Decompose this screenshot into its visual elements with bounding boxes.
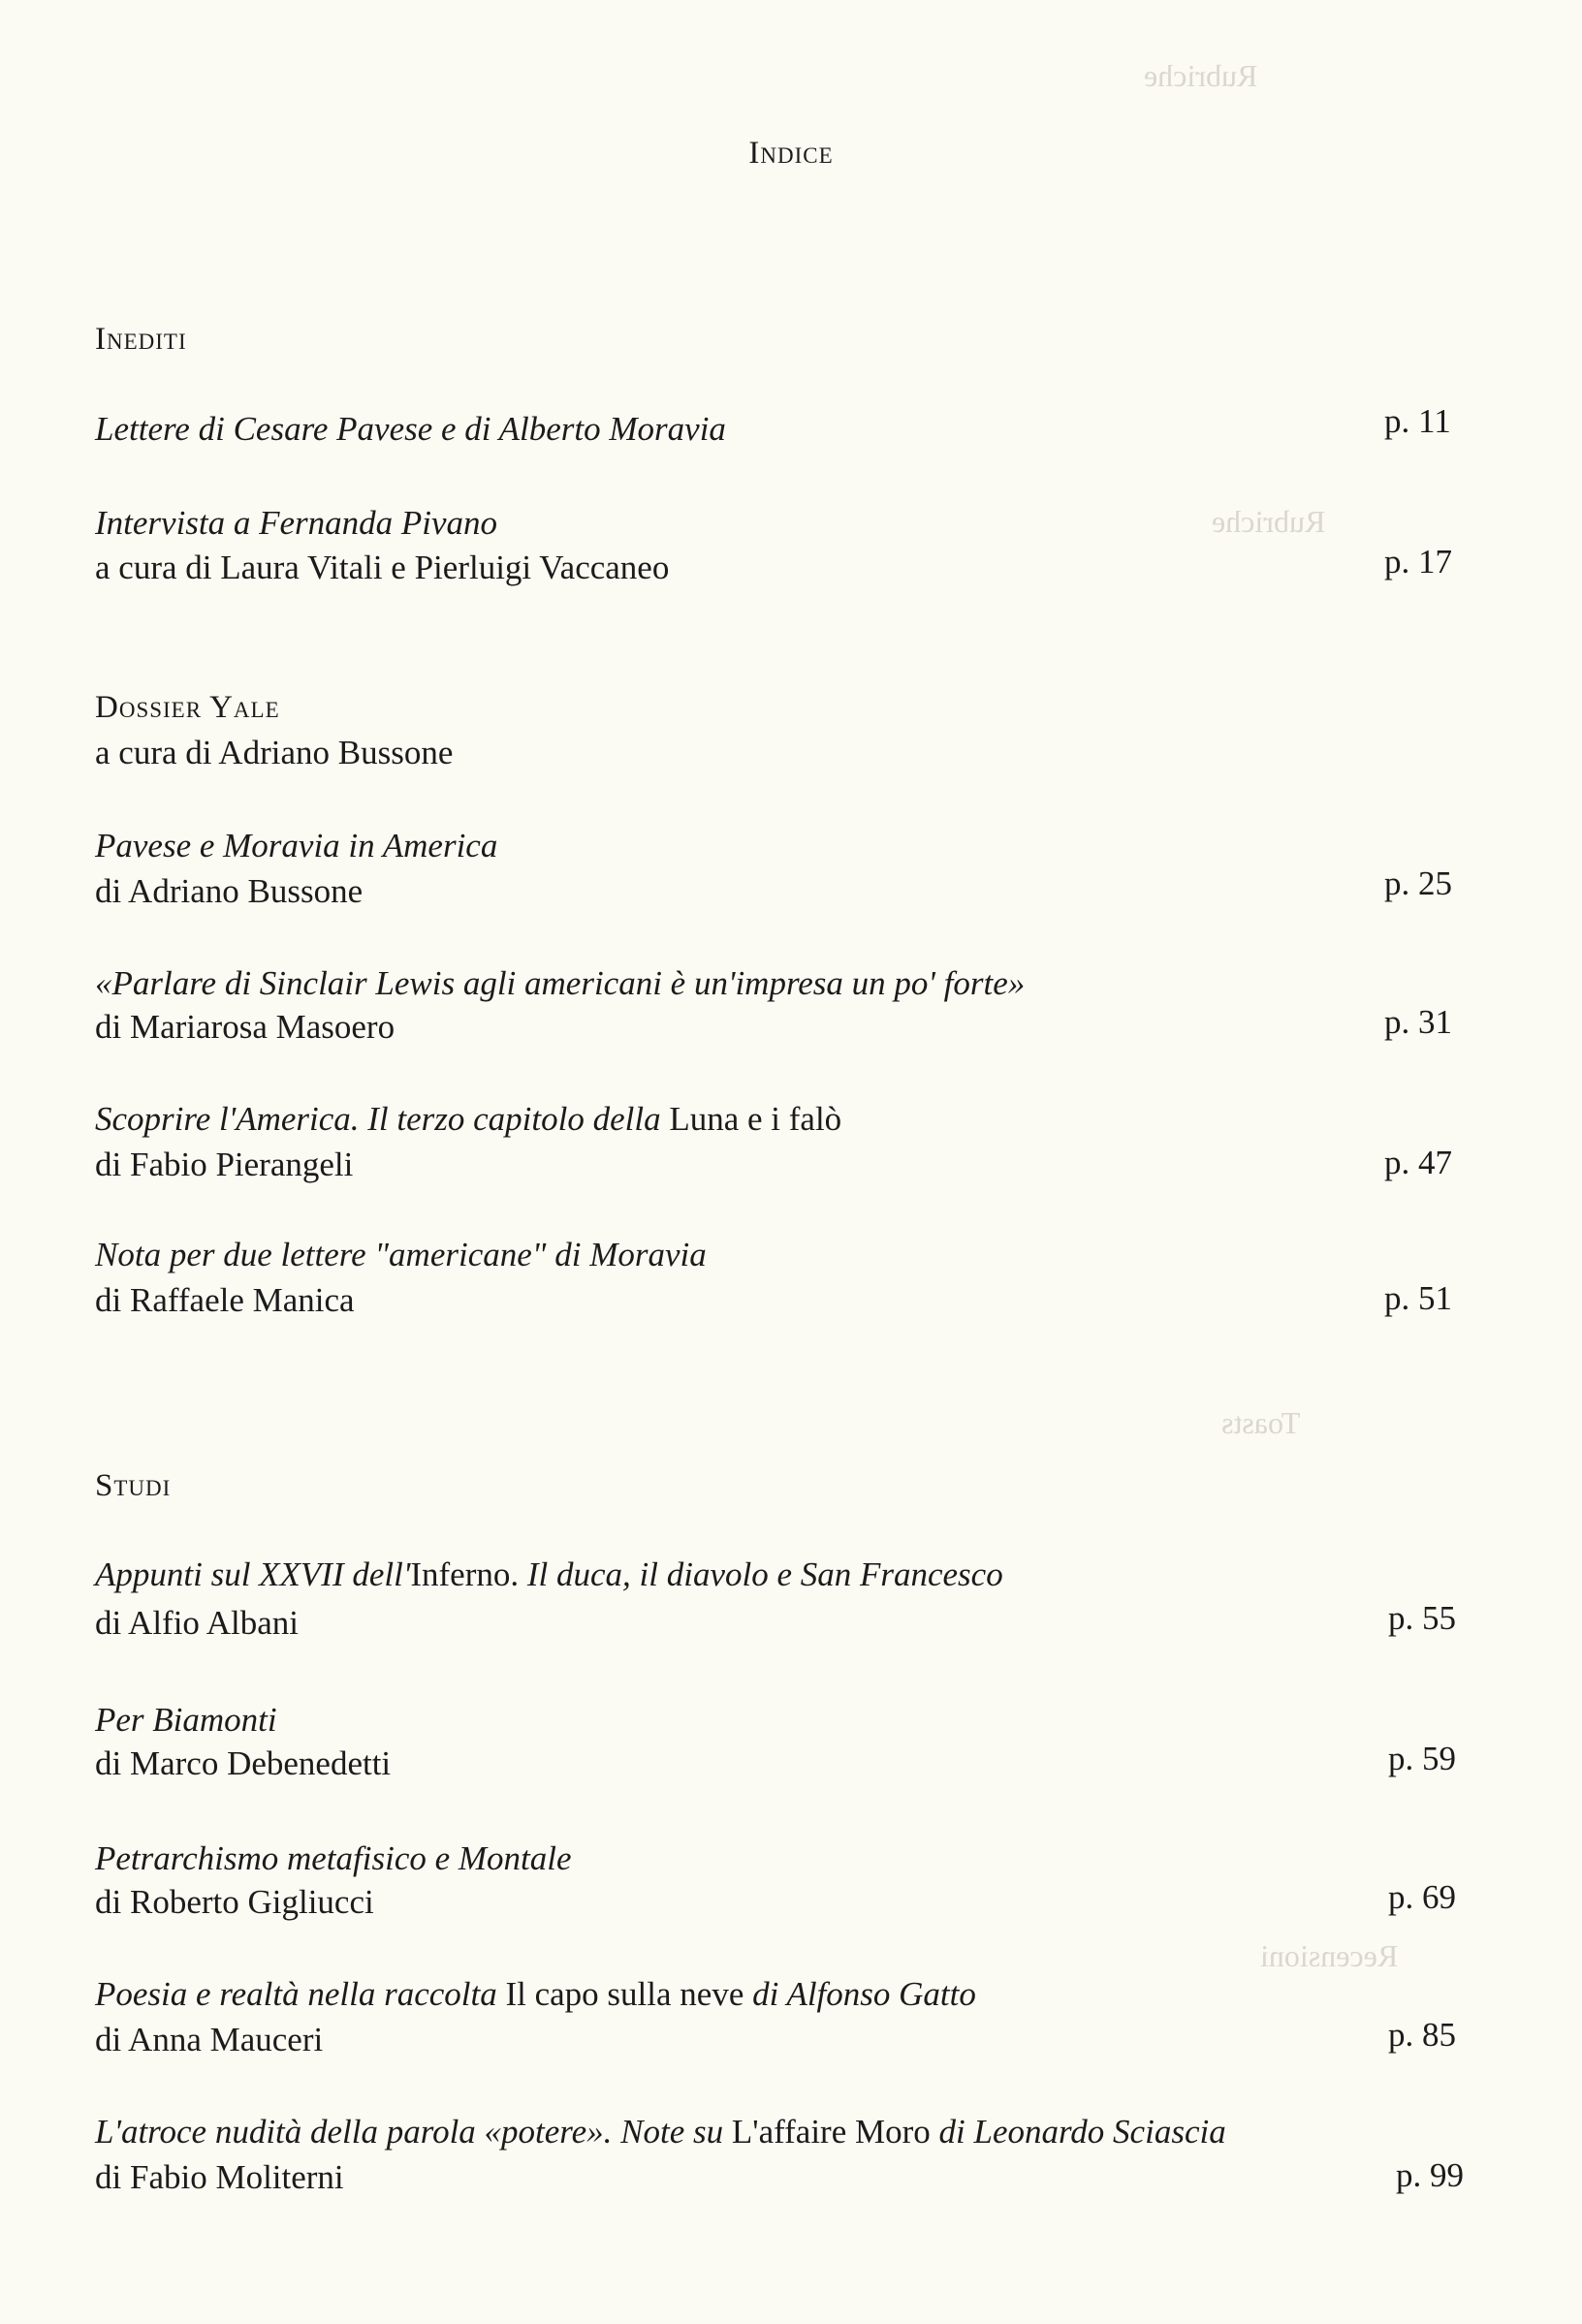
entry-author-7: di Alfio Albani bbox=[95, 1604, 299, 1642]
entry-page-9: p. 69 bbox=[1388, 1878, 1456, 1916]
entry-page-8: p. 59 bbox=[1388, 1740, 1456, 1777]
entry-author-9: di Roberto Gigliucci bbox=[95, 1883, 374, 1921]
entry-author-10: di Anna Mauceri bbox=[95, 2021, 324, 2058]
entry-page-5: p. 47 bbox=[1384, 1144, 1452, 1181]
entry-title-2: Intervista a Fernanda Pivano bbox=[95, 504, 498, 542]
entry-title-4: «Parlare di Sinclair Lewis agli americani è un'impresa un po' forte» bbox=[95, 964, 1026, 1002]
section-heading-dossier: Dossier Yale bbox=[95, 690, 280, 725]
entry-author-4: di Mariarosa Masoero bbox=[95, 1008, 396, 1046]
entry-title-9: Petrarchismo metafisico e Montale bbox=[95, 1839, 572, 1877]
entry-title-11: L'atroce nudità della parola «potere». Note su L'affaire Moro di Leonardo Sciascia bbox=[95, 2113, 1226, 2151]
entry-page-10: p. 85 bbox=[1388, 2016, 1456, 2054]
entry-title-10: Poesia e realtà nella raccolta Il capo sulla neve di Alfonso Gatto bbox=[95, 1975, 976, 2013]
entry-author-2: a cura di Laura Vitali e Pierluigi Vaccaneo bbox=[95, 549, 670, 586]
index-page: Rubriche Rubriche Toasts Recensioni Indice Inediti Lettere di Cesare Pavese e di Alberto Moravia p. 11 Intervista a Fernanda Pivano a cura di Laura Vitali e Pierluigi Vaccaneo p. 17 Dossier Yale a cura di Adriano Bussone Pavese e Moravia in America di Adriano Bussone p. 25 «Parlare di Sinclair Lewis agli americani è un'impresa un po' forte» di Mariarosa Masoero p. 31 Scoprire l'America. Il terzo capitolo della Luna e i falò di Fabio Pierangeli p. 47 Nota per due lettere "americane" di Moravia di Raffaele Manica p. 51 Studi Appunti sul XXVII dell'Inferno. Il duca, il diavolo e San Francesco di Alfio Albani p. 55 Per Biamonti di Marco Debenedetti p. 59 Petrarchismo metafisico e Montale di Roberto Gigliucci p. 69 Poesia e realtà nella raccolta Il capo sulla neve di Alfonso Gatto di Anna Mauceri p. 85 L'atroce nudità della parola «potere». Note su L'affaire Moro di Leonardo Sciascia di Fabio Moliterni p. 99 bbox=[0, 0, 1582, 2324]
entry-page-6: p. 51 bbox=[1384, 1279, 1452, 1317]
entry-page-11: p. 99 bbox=[1396, 2156, 1464, 2194]
entry-page-2: p. 17 bbox=[1384, 543, 1452, 581]
entry-page-4: p. 31 bbox=[1384, 1003, 1452, 1041]
entry-title-6: Nota per due lettere "americane" di Moravia bbox=[95, 1236, 707, 1273]
entry-author-3: di Adriano Bussone bbox=[95, 872, 364, 910]
section-heading-studi: Studi bbox=[95, 1468, 172, 1503]
dossier-curator: a cura di Adriano Bussone bbox=[95, 734, 454, 771]
entry-author-5: di Fabio Pierangeli bbox=[95, 1146, 354, 1183]
page-title: Indice bbox=[748, 136, 834, 171]
section-heading-inediti: Inediti bbox=[95, 322, 187, 357]
entry-author-8: di Marco Debenedetti bbox=[95, 1744, 392, 1782]
entry-author-11: di Fabio Moliterni bbox=[95, 2158, 344, 2196]
entry-title-7: Appunti sul XXVII dell'Inferno. Il duca, il diavolo e San Francesco bbox=[95, 1555, 1003, 1593]
entry-title-5: Scoprire l'America. Il terzo capitolo della Luna e i falò bbox=[95, 1100, 842, 1138]
entry-title-8: Per Biamonti bbox=[95, 1701, 277, 1739]
entry-title-1: Lettere di Cesare Pavese e di Alberto Moravia bbox=[95, 410, 726, 448]
entry-title-3: Pavese e Moravia in America bbox=[95, 827, 498, 864]
entry-page-3: p. 25 bbox=[1384, 864, 1452, 902]
entry-page-1: p. 11 bbox=[1384, 402, 1451, 440]
entry-author-6: di Raffaele Manica bbox=[95, 1281, 355, 1319]
entry-page-7: p. 55 bbox=[1388, 1599, 1456, 1637]
